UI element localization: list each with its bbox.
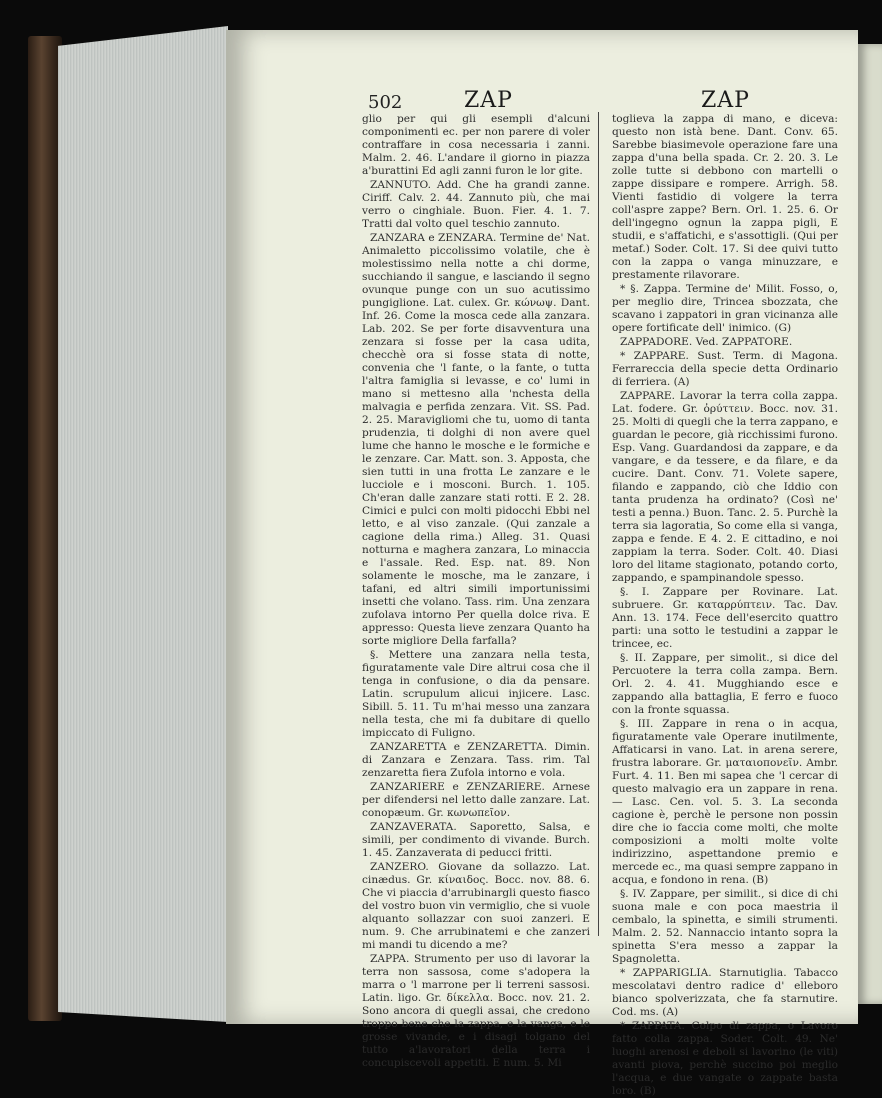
entry-paragraph: toglieva la zappa di mano, e diceva: questo non istà bene. Dant. Conv. 65. Sarebbe biasimevole operazione fare una zappa d'una bella spada. Cr. 2. 20. 3. Le zolle tutte si debbono con martelli o zappe dissipare e rompere. Arrigh. 58. Vienti fastidio di volgere la terra coll'aspre zappe? Bern. Orl. 1. 25. 6. Or dell'ingegno ognun la zappa pigli, E studii, e s'affatichi, e s'assottigli. (Qui per metaf.) Soder. Colt. 17. Si dee quivi tutto con la zappa o vanga minuzzare, e prestamente rilavorare. <box>612 113 838 281</box>
entry-paragraph: * ZAPPATA. Colpo di zappa, o Lavoro fatto colla zappa. Soder. Colt. 49. Ne' luoghi arenosi e deboli si lavorino (le viti) avanti piova, perchè succino poi meglio l'acqua, e due vangate o zappate basta loro. (B) <box>612 1020 838 1097</box>
entry-paragraph: ZANZARIERE e ZENZARIERE. Arnese per difendersi nel letto dalle zanzare. Lat. conopæum. Gr. κωνωπεῖον. <box>362 781 590 819</box>
entry-paragraph: ZAPPADORE. Ved. ZAPPATORE. <box>620 336 793 348</box>
facing-page-edge <box>858 44 882 1004</box>
page-number: 502 <box>368 92 403 113</box>
running-header-right: ZAP <box>701 88 750 113</box>
entry-paragraph: §. I. Zappare per Rovinare. Lat. subruere. Gr. καταρρύπτειν. Tac. Dav. Ann. 13. 174. Fece dell'esercito quattro parti: una sotto le testudini a zappar le trincee, ec. <box>612 586 838 650</box>
column-divider <box>598 112 599 936</box>
left-column <box>362 113 590 1069</box>
entry-paragraph: ZANZARA e ZENZARA. Termine de' Nat. Animaletto piccolissimo volatile, che è molestissimo nella notte a chi dorme, succhiando il sangue, e lasciando il segno ovunque punge con un suo acutissimo pungiglione. Lat. culex. Gr. κώνωψ. Dant. Inf. 26. Come la mosca cede alla zanzara. Lab. 202. Se per forte disavventura una zenzara si fosse per la casa udita, checchè ora si fosse stata di notte, convenia che 'l fante, o la fante, o tutta l'altra famiglia si levasse, e co' lumi in mano si mettesno alla 'nchesta della malvagia e perfida zenzara. Vit. SS. Pad. 2. 25. Maravigliomi che tu, uomo di tanta prudenzia, ti dolghi di non avere quel lume che hanno le mosche e le formiche e le zenzare. Car. Matt. son. 3. Apposta, che sien tutti in una frotta Le zanzare e le lucciole e i mosconi. Burch. 1. 105. Ch'eran dalle zanzare stati rotti. E 2. 28. Cimici e pulci con molti pidocchi Ebbi nel letto, e al viso zanzale. (Qui zanzale a cagione della rima.) Alleg. 31. Quasi notturna e maghera zanzara, Lo minaccia e l'assale. Red. Esp. nat. 89. Non solamente le mosche, ma le zanzare, i tafani, ed altri simili importunissimi insetti che volano. Tass. rim. Una zenzara zufolava intorno Per quella dolce riva. E appresso: Questa lieve zenzara Quanto ha sorte migliore Della farfalla? <box>362 232 590 647</box>
entry-paragraph: * §. Zappa. Termine de' Milit. Fosso, o, per meglio dire, Trincea sbozzata, che scavano i zappatori in gran vicinanza alle opere fortificate dell' inimico. (G) <box>612 283 838 334</box>
page-edges <box>58 26 228 1022</box>
entry-paragraph: ZAPPA. Strumento per uso di lavorar la terra non sassosa, come s'adopera la marra o 'l marrone per li terreni sassosi. Latin. ligo. Gr. δίκελλα. Bocc. nov. 21. 2. Sono ancora di quegli assai, che credono troppo bene che la zappa, e la vanga, e le grosse vivande, e i disagi tolgano del tutto a'lavoratori della terra i concupiscevoli appetiti. E num. 5. Mi <box>362 953 590 1069</box>
entry-paragraph: * ZAPPARE. Sust. Term. di Magona. Ferrareccia della specie detta Ordinario di ferriera. (A) <box>612 350 838 388</box>
entry-paragraph: ZANZARETTA e ZENZARETTA. Dimin. di Zanzara e Zenzara. Tass. rim. Tal zenzaretta fiera Zufola intorno e vola. <box>362 741 590 779</box>
entry-paragraph: ZANNUTO. Add. Che ha grandi zanne. Ciriff. Calv. 2. 44. Zannuto più, che mai verro o cinghiale. Buon. Fier. 4. 1. 7. Tratti dal volto quel teschio zannuto. <box>362 179 590 230</box>
entry-paragraph: * ZAPPARIGLIA. Starnutiglia. Tabacco mescolatavi dentro radice d' elleboro bianco spolverizzata, che fa starnutire. Cod. ms. (A) <box>612 967 838 1018</box>
entry-paragraph: ZAPPARE. Lavorar la terra colla zappa. Lat. fodere. Gr. ὀρύττειν. Bocc. nov. 31. 25. Molti di quegli che la terra zappano, e guardan le pecore, già ricchissimi furono. Esp. Vang. Guardandosi da zappare, e da vangare, e da tessere, e da filare, e da cucire. Dant. Conv. 71. Volete sapere, filando e zappando, ciò che Iddio con tanta prudenza ha ordinato? (Così ne' testi a penna.) Buon. Tanc. 2. 5. Purchè la terra sia lagoratia, So come ella si vanga, zappa e fende. E 4. 2. E cittadino, e noi zappiam la terra. Soder. Colt. 40. Diasi loro del litame stagionato, potando corto, zappando, e spampinandole spesso. <box>612 390 838 584</box>
entry-paragraph: glio per qui gli esempli d'alcuni componimenti ec. per non parere di voler contraffare in cosa necessaria i zanni. Malm. 2. 46. L'andare il giorno in piazza a'burattini Ed agli zanni furon le lor gite. <box>362 113 590 177</box>
entry-paragraph: ZANZERO. Giovane da sollazzo. Lat. cinædus. Gr. κίναιδος. Bocc. nov. 88. 6. Che vi piaccia d'arrubinargli questo fiasco del vostro buon vin vermiglio, che si vuole alquanto sollazzar con suoi zanzeri. E num. 9. Che arrubinatemi e che zanzeri mi mandi tu dicendo a me? <box>362 861 590 951</box>
right-column <box>612 113 838 1097</box>
book-spine <box>28 36 62 1021</box>
entry-paragraph: §. IV. Zappare, per similit., si dice di chi suona male e con poca maestria il cembalo, la spinetta, e simili strumenti. Malm. 2. 52. Nannaccio intanto sopra la spinetta S'era messo a zappar la Spagnoletta. <box>612 888 838 965</box>
entry-paragraph: §. III. Zappare in rena o in acqua, figuratamente vale Operare inutilmente, Affaticarsi in vano. Lat. in arena serere, frustra laborare. Gr. ματαιοπονεῖν. Ambr. Furt. 4. 11. Ben mi sapea che 'l cercar di questo malvagio era un zappare in rena. — Lasc. Cen. vol. 5. 3. La seconda cagione è, perchè le persone non possin dire che io faccia come molti, che molte composizioni a molti molte volte indirizzino, aspettandone premio e mercede ec., ma quasi sempre zappano in acqua, e fondono in rena. (B) <box>612 718 838 886</box>
entry-paragraph: §. II. Zappare, per simolit., si dice del Percuotere la terra colla zampa. Bern. Orl. 2. 4. 41. Mugghiando esce e zappando alla battaglia, E ferro e fuoco con la fronte squassa. <box>612 652 838 716</box>
entry-paragraph: ZANZAVERATA. Saporetto, Salsa, e simili, per condimento di vivande. Burch. 1. 45. Zanzaverata di peducci fritti. <box>362 821 590 859</box>
entry-paragraph: §. Mettere una zanzara nella testa, figuratamente vale Dire altrui cosa che il tenga in confusione, o dia da pensare. Latin. scrupulum alicui injicere. Lasc. Sibill. 5. 11. Tu m'hai messo una zanzara nella testa, che mi fa dubitare di quello impiccato di Fuligno. <box>362 649 590 739</box>
running-header-left: ZAP <box>464 88 513 113</box>
